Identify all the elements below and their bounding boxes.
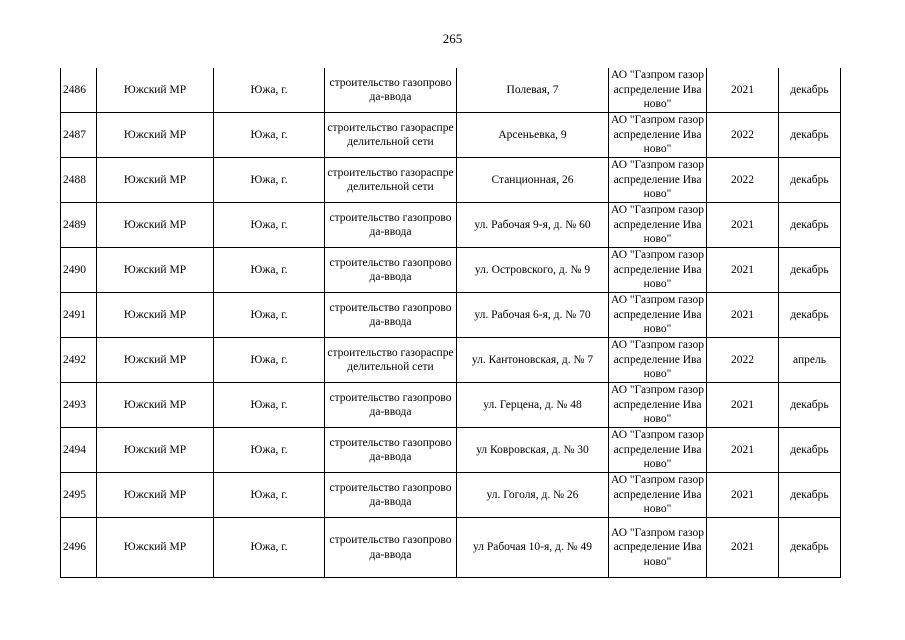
table-row [61,158,841,203]
registry-table [60,68,841,578]
work-type-cell: строительство газопровода-ввода [325,293,457,338]
row-number: 2493 [61,383,97,428]
page-number: 265 [442,31,463,46]
work-type-cell: строительство газопровода-ввода [325,68,457,113]
address-cell: Полевая, 7 [457,68,609,113]
year-cell: 2021 [707,383,779,428]
address-cell: ул. Островского, д. № 9 [457,248,609,293]
month-cell: апрель [779,338,841,383]
work-type-cell: строительство газопровода-ввода [325,473,457,518]
address-cell: ул. Рабочая 9-я, д. № 60 [457,203,609,248]
locality-cell: Южа, г. [214,248,325,293]
year-cell: 2021 [707,518,779,578]
address-cell: ул. Рабочая 6-я, д. № 70 [457,293,609,338]
organization-cell: АО "Газпром газораспределение Иваново" [609,518,707,578]
organization-cell: АО "Газпром газораспределение Иваново" [609,383,707,428]
year-cell: 2021 [707,293,779,338]
locality-cell: Южа, г. [214,158,325,203]
locality-cell: Южа, г. [214,383,325,428]
work-type-cell: строительство газораспределительной сети [325,113,457,158]
organization-cell: АО "Газпром газораспределение Иваново" [609,113,707,158]
month-cell: декабрь [779,248,841,293]
row-number: 2490 [61,248,97,293]
organization-cell: АО "Газпром газораспределение Иваново" [609,68,707,113]
table-row [61,473,841,518]
address-cell: ул. Герцена, д. № 48 [457,383,609,428]
work-type-cell: строительство газораспределительной сети [325,338,457,383]
district-cell: Южский МР [97,248,214,293]
month-cell: декабрь [779,293,841,338]
year-cell: 2021 [707,248,779,293]
address-cell: ул Ковровская, д. № 30 [457,428,609,473]
month-cell: декабрь [779,113,841,158]
table-row [61,113,841,158]
work-type-cell: строительство газопровода-ввода [325,518,457,578]
month-cell: декабрь [779,383,841,428]
locality-cell: Южа, г. [214,113,325,158]
address-cell: ул. Кантоновская, д. № 7 [457,338,609,383]
row-number: 2487 [61,113,97,158]
year-cell: 2021 [707,203,779,248]
locality-cell: Южа, г. [214,203,325,248]
locality-cell: Южа, г. [214,68,325,113]
district-cell: Южский МР [97,518,214,578]
locality-cell: Южа, г. [214,293,325,338]
district-cell: Южский МР [97,203,214,248]
work-type-cell: строительство газопровода-ввода [325,203,457,248]
table-row [61,293,841,338]
locality-cell: Южа, г. [214,428,325,473]
work-type-cell: строительство газопровода-ввода [325,428,457,473]
table-row [61,203,841,248]
table-row [61,338,841,383]
row-number: 2488 [61,158,97,203]
row-number: 2494 [61,428,97,473]
locality-cell: Южа, г. [214,518,325,578]
month-cell: декабрь [779,68,841,113]
month-cell: декабрь [779,203,841,248]
organization-cell: АО "Газпром газораспределение Иваново" [609,158,707,203]
address-cell: ул Рабочая 10-я, д. № 49 [457,518,609,578]
year-cell: 2021 [707,473,779,518]
month-cell: декабрь [779,518,841,578]
work-type-cell: строительство газораспределительной сети [325,158,457,203]
month-cell: декабрь [779,473,841,518]
district-cell: Южский МР [97,383,214,428]
table-row [61,383,841,428]
district-cell: Южский МР [97,113,214,158]
year-cell: 2022 [707,158,779,203]
work-type-cell: строительство газопровода-ввода [325,248,457,293]
address-cell: ул. Гоголя, д. № 26 [457,473,609,518]
table-row [61,518,841,578]
address-cell: Станционная, 26 [457,158,609,203]
table-row [61,68,841,113]
year-cell: 2022 [707,338,779,383]
row-number: 2489 [61,203,97,248]
year-cell: 2021 [707,428,779,473]
row-number: 2486 [61,68,97,113]
district-cell: Южский МР [97,473,214,518]
organization-cell: АО "Газпром газораспределение Иваново" [609,473,707,518]
row-number: 2495 [61,473,97,518]
district-cell: Южский МР [97,68,214,113]
locality-cell: Южа, г. [214,473,325,518]
row-number: 2496 [61,518,97,578]
row-number: 2492 [61,338,97,383]
address-cell: Арсеньевка, 9 [457,113,609,158]
month-cell: декабрь [779,428,841,473]
year-cell: 2021 [707,68,779,113]
organization-cell: АО "Газпром газораспределение Иваново" [609,203,707,248]
year-cell: 2022 [707,113,779,158]
district-cell: Южский МР [97,428,214,473]
table-row [61,248,841,293]
organization-cell: АО "Газпром газораспределение Иваново" [609,338,707,383]
organization-cell: АО "Газпром газораспределение Иваново" [609,428,707,473]
organization-cell: АО "Газпром газораспределение Иваново" [609,293,707,338]
organization-cell: АО "Газпром газораспределение Иваново" [609,248,707,293]
district-cell: Южский МР [97,293,214,338]
district-cell: Южский МР [97,338,214,383]
work-type-cell: строительство газопровода-ввода [325,383,457,428]
month-cell: декабрь [779,158,841,203]
row-number: 2491 [61,293,97,338]
locality-cell: Южа, г. [214,338,325,383]
district-cell: Южский МР [97,158,214,203]
table-row [61,428,841,473]
